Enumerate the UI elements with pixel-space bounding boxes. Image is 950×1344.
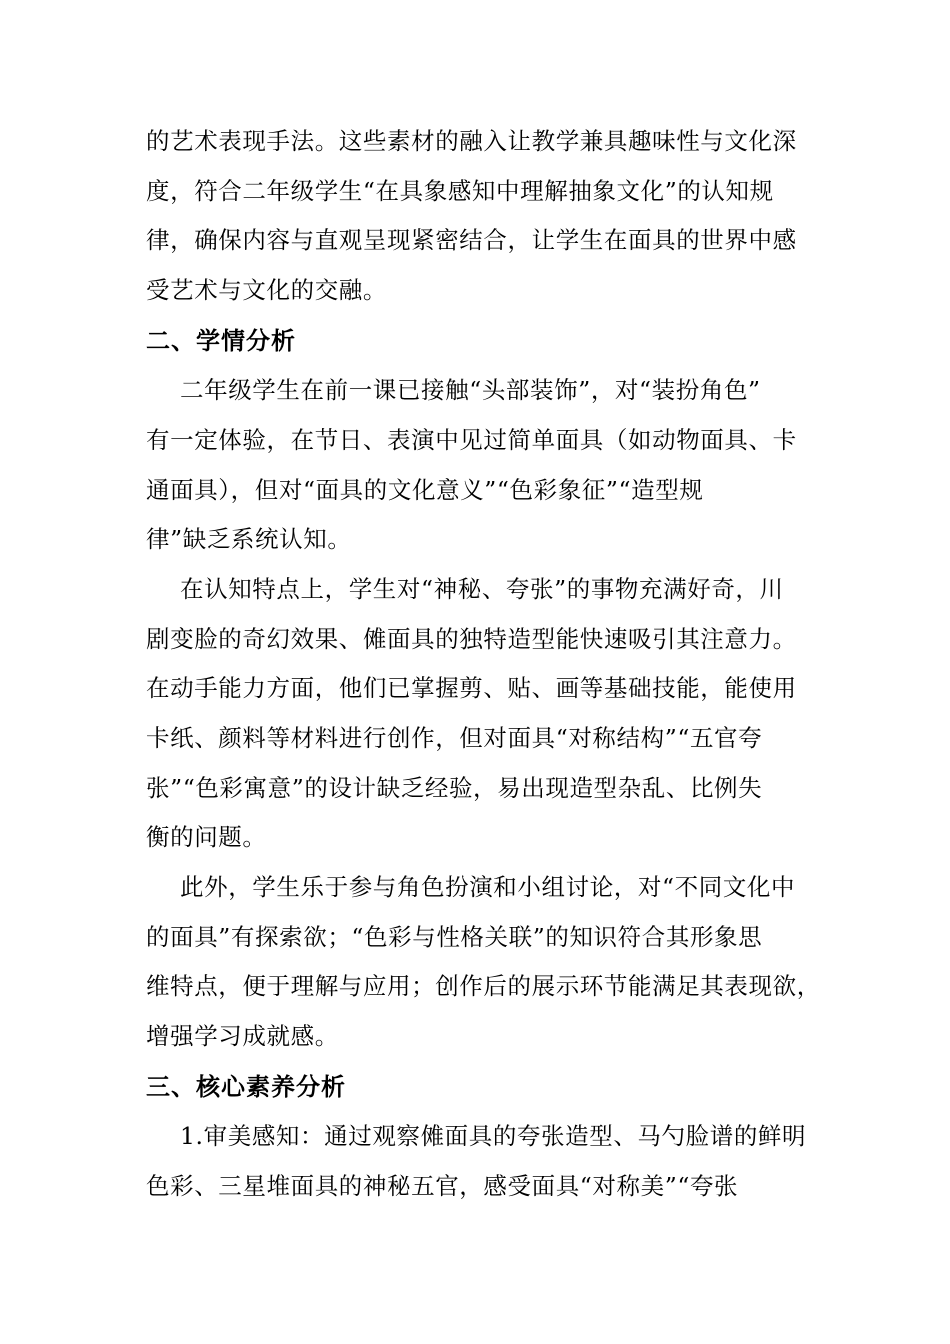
section-2-heading: 二、学情分析: [146, 327, 296, 355]
section-2-para2-line-3: 在动手能力方面，他们已掌握剪、贴、画等基础技能，能使用: [146, 674, 797, 702]
section-2-para2-line-4: 卡纸、颜料等材料进行创作，但对面具“对称结构”“五官夸: [146, 724, 763, 752]
section-2-para2-line-1: 在认知特点上，学生对“神秘、夸张”的事物充满好奇，川: [180, 575, 784, 603]
intro-line-4: 受艺术与文化的交融。: [146, 276, 387, 304]
section-2-para1-line-2: 有一定体验，在节日、表演中见过简单面具（如动物面具、卡: [146, 426, 797, 454]
section-2-para3-line-1: 此外，学生乐于参与角色扮演和小组讨论，对“不同文化中: [180, 873, 796, 901]
section-2-para1-line-1: 二年级学生在前一课已接触“头部装饰”，对“装扮角色”: [180, 376, 761, 404]
section-2-para3-line-2: 的面具”有探索欲；“色彩与性格关联”的知识符合其形象思: [146, 923, 763, 951]
intro-line-1: 的艺术表现手法。这些素材的融入让教学兼具趣味性与文化深: [146, 127, 797, 155]
section-2-para2-line-5: 张”“色彩寓意”的设计缺乏经验，易出现造型杂乱、比例失: [146, 774, 763, 802]
intro-line-3: 律，确保内容与直观呈现紧密结合，让学生在面具的世界中感: [146, 226, 797, 254]
section-3-heading: 三、核心素养分析: [146, 1073, 346, 1101]
section-2-para3-line-3: 维特点，便于理解与应用；创作后的展示环节能满足其表现欲，: [146, 972, 821, 1000]
section-3-para1-line-2: 色彩、三星堆面具的神秘五官，感受面具“对称美”“夸张: [146, 1172, 739, 1200]
section-2-para1-line-3: 通面具），但对“面具的文化意义”“色彩象征”“造型规: [146, 476, 704, 504]
intro-line-2: 度，符合二年级学生“在具象感知中理解抽象文化”的认知规: [146, 177, 774, 205]
section-2-para2-line-6: 衡的问题。: [146, 823, 267, 851]
section-2-para3-line-4: 增强学习成就感。: [146, 1022, 339, 1050]
section-2-para2-line-2: 剧变脸的奇幻效果、傩面具的独特造型能快速吸引其注意力。: [146, 625, 797, 653]
section-2-para1-line-4: 律”缺乏系统认知。: [146, 525, 352, 553]
section-3-para1-line-1: 1.审美感知：通过观察傩面具的夸张造型、马勺脸谱的鲜明: [180, 1122, 807, 1150]
